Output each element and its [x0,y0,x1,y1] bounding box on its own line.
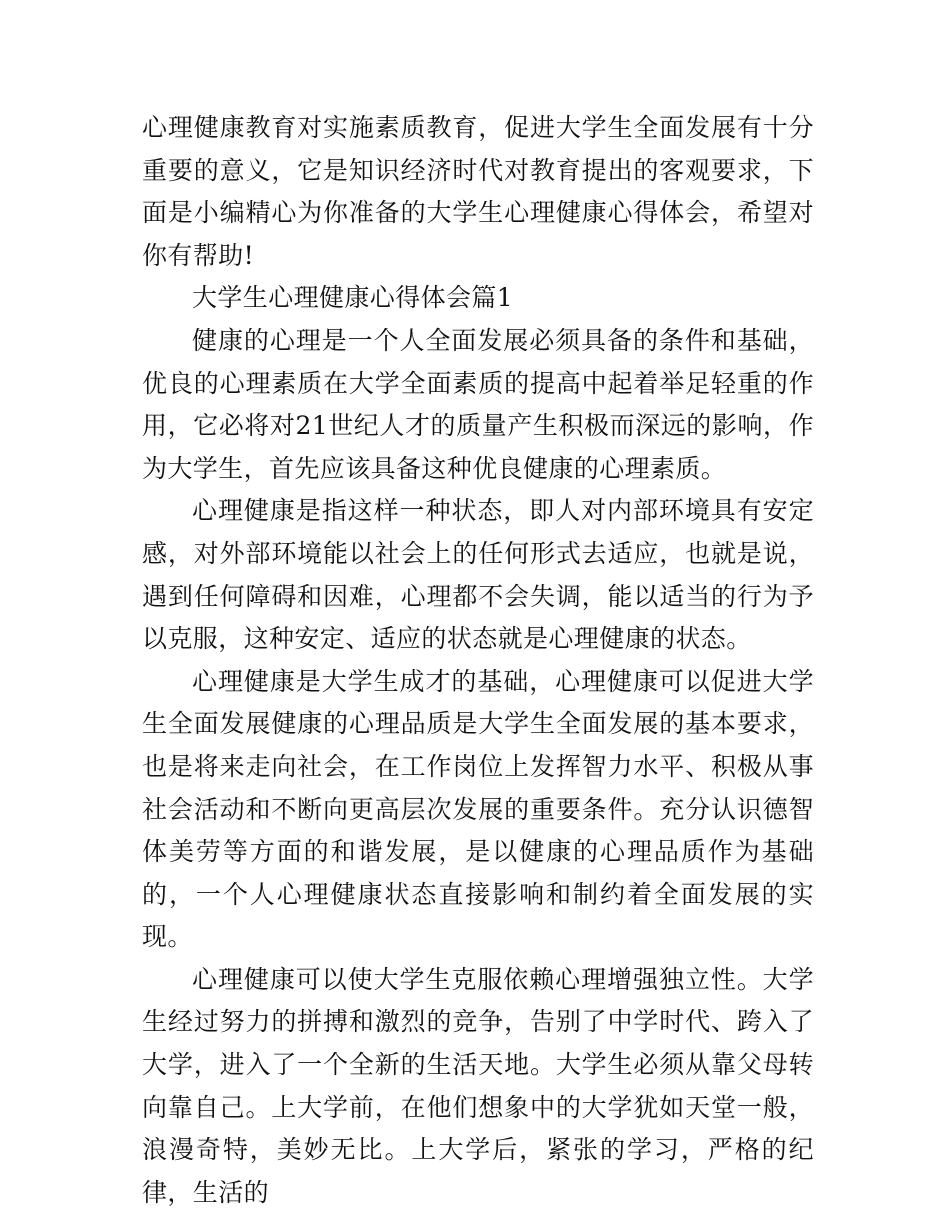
intro-paragraph: 心理健康教育对实施素质教育，促进大学生全面发展有十分重要的意义，它是知识经济时代对教育提出的客观要求，下面是小编精心为你准备的大学生心理健康心得体会，希望对你有帮助! [142,113,814,270]
document-body [142,107,814,1214]
section-heading: 大学生心理健康心得体会篇1 [192,283,514,313]
body-paragraph: 心理健康是大学生成才的基础，心理健康可以促进大学生全面发展健康的心理品质是大学生全面发展的基本要求，也是将来走向社会，在工作岗位上发挥智力水平、积极从事社会活动和不断向更高层次发展的重要条件。充分认识德智体美劳等方面的和谐发展，是以健康的心理品质作为基础的，一个人心理健康状态直接影响和制约着全面发展的实现。 [142,666,814,952]
body-paragraph: 健康的心理是一个人全面发展必须具备的条件和基础，优良的心理素质在大学全面素质的提高中起着举足轻重的作用，它必将对21世纪人才的质量产生积极而深远的影响，作为大学生，首先应该具备这种优良健康的心理素质。 [142,325,814,483]
body-paragraph: 心理健康是指这样一种状态，即人对内部环境具有安定感，对外部环境能以社会上的任何形式去适应，也就是说，遇到任何障碍和因难，心理都不会失调，能以适当的行为予以克服，这种安定、适应的状态就是心理健康的状态。 [142,496,814,654]
body-paragraph: 心理健康可以使大学生克服依赖心理增强独立性。大学生经过努力的拼搏和激烈的竞争，告别了中学时代、跨入了大学，进入了一个全新的生活天地。大学生必须从靠父母转向靠自己。上大学前，在他们想象中的大学犹如天堂一般，浪漫奇特，美妙无比。上大学后，紧张的学习，严格的纪律，生活的 [142,964,814,1207]
